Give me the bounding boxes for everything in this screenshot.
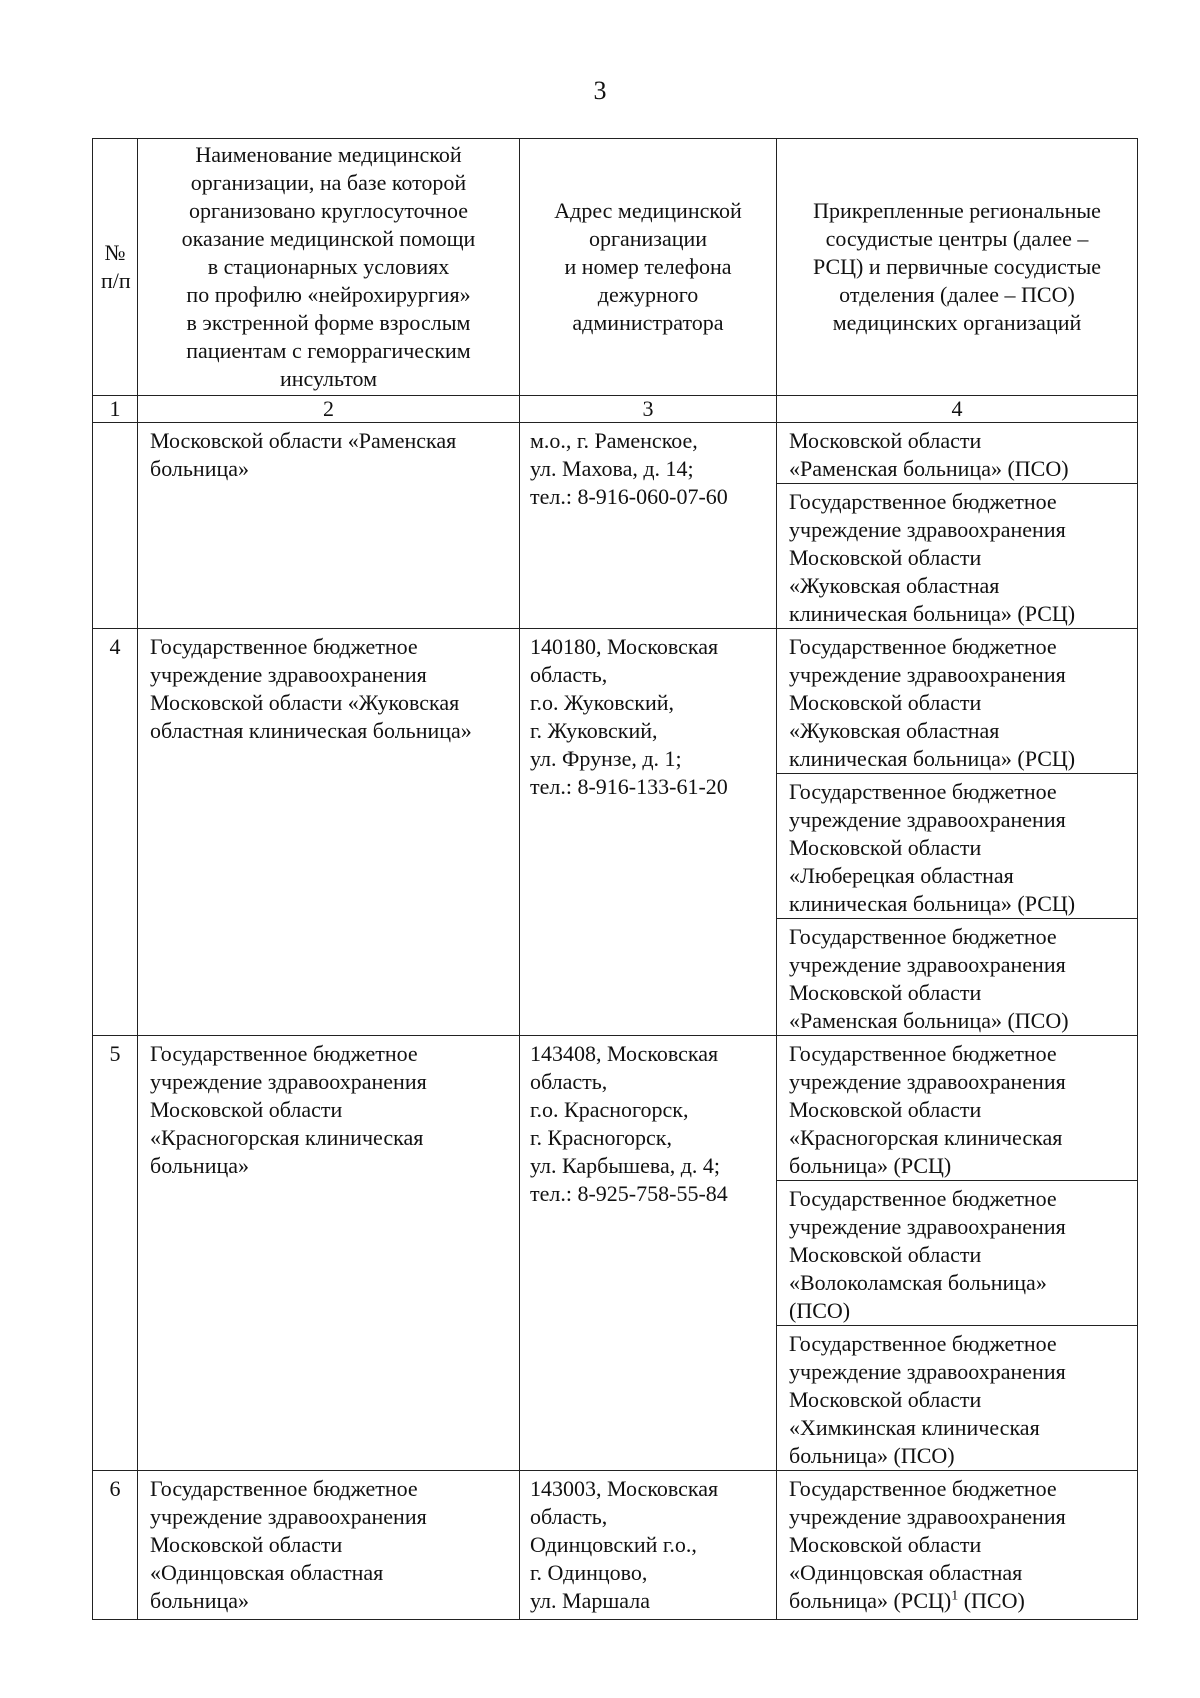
text-line: г. Одинцово, bbox=[530, 1560, 648, 1585]
text-line: Московской области bbox=[789, 1532, 982, 1557]
attached-center bbox=[777, 483, 1137, 628]
text-line: Государственное бюджетное bbox=[789, 1186, 1057, 1211]
text-line: тел.: 8-916-060-07-60 bbox=[530, 484, 728, 509]
text-line: инсультом bbox=[279, 366, 378, 391]
text-line: Московской области bbox=[789, 1242, 982, 1267]
text-line: Государственное бюджетное bbox=[789, 924, 1057, 949]
organization-address bbox=[520, 629, 777, 1036]
text-line: по профилю «нейрохирургия» bbox=[186, 282, 471, 307]
text-line: сосудистые центры (далее – bbox=[825, 226, 1089, 251]
text-line: «Люберецкая областная bbox=[789, 863, 1014, 888]
attached-centers bbox=[777, 1036, 1138, 1471]
text-line: тел.: 8-916-133-61-20 bbox=[530, 774, 728, 799]
text-line: п/п bbox=[101, 268, 131, 293]
row-number bbox=[93, 423, 138, 629]
attached-centers bbox=[777, 423, 1138, 629]
table-row bbox=[93, 1471, 1138, 1620]
text-line: Государственное бюджетное bbox=[789, 634, 1057, 659]
header-address bbox=[520, 139, 777, 396]
text-line: больница» (РСЦ)$^1$ (ПСО) bbox=[789, 1588, 1025, 1613]
text-line: Государственное бюджетное bbox=[789, 489, 1057, 514]
text-line: учреждение здравоохранения bbox=[150, 1069, 427, 1094]
text-line: «Одинцовская областная bbox=[150, 1560, 384, 1585]
text-line: учреждение здравоохранения bbox=[150, 662, 427, 687]
table-row bbox=[93, 423, 1138, 629]
table-row bbox=[93, 629, 1138, 1036]
text-line: РСЦ) и первичные сосудистые bbox=[812, 254, 1102, 279]
text-line: 140180, Московская bbox=[530, 634, 719, 659]
text-line: 143003, Московская bbox=[530, 1476, 719, 1501]
text-line: ул. Махова, д. 14; bbox=[530, 456, 694, 481]
text-line: учреждение здравоохранения bbox=[789, 1359, 1066, 1384]
text-line: Московской области bbox=[789, 1097, 982, 1122]
text-line: организовано круглосуточное bbox=[189, 198, 468, 223]
text-line: ул. Карбышева, д. 4; bbox=[530, 1153, 721, 1178]
text-line: 143408, Московская bbox=[530, 1041, 719, 1066]
organization-name bbox=[138, 1471, 520, 1620]
text-line: больница» bbox=[150, 456, 249, 481]
text-line: пациентам с геморрагическим bbox=[186, 338, 471, 363]
text-line: Московской области bbox=[789, 545, 982, 570]
text-line: учреждение здравоохранения bbox=[789, 1504, 1066, 1529]
text-line: область, bbox=[530, 662, 608, 687]
text-line: учреждение здравоохранения bbox=[789, 517, 1066, 542]
text-line: и номер телефона bbox=[564, 254, 732, 279]
text-line: г.о. Жуковский, bbox=[530, 690, 675, 715]
text-line: «Красногорская клиническая bbox=[789, 1125, 1063, 1150]
text-line: больница» (РСЦ) bbox=[789, 1153, 952, 1178]
text-line: Государственное бюджетное bbox=[789, 1041, 1057, 1066]
text-line: Государственное бюджетное bbox=[789, 1476, 1057, 1501]
text-line: Адрес медицинской bbox=[554, 198, 742, 223]
header-centers bbox=[777, 139, 1138, 396]
footnote-marker: 1 bbox=[951, 1588, 959, 1604]
text-line: Государственное бюджетное bbox=[789, 779, 1057, 804]
organization-name bbox=[138, 423, 520, 629]
column-number: 3 bbox=[520, 396, 777, 423]
text-line: г. Красногорск, bbox=[530, 1125, 672, 1150]
organization-name bbox=[138, 629, 520, 1036]
text-line: больница» bbox=[150, 1588, 249, 1613]
column-number: 2 bbox=[138, 396, 520, 423]
text-line: ул. Фрунзе, д. 1; bbox=[530, 746, 682, 771]
text-line: организации, на базе которой bbox=[190, 170, 467, 195]
text-line: Московской области «Жуковская bbox=[150, 690, 460, 715]
center-type-suffix: (ПСО) bbox=[958, 1588, 1025, 1613]
row-number: 4 bbox=[93, 629, 138, 1036]
text-line: тел.: 8-925-758-55-84 bbox=[530, 1181, 728, 1206]
text-line: в экстренной форме взрослым bbox=[186, 310, 471, 335]
text-line: Государственное бюджетное bbox=[150, 1476, 418, 1501]
page-number: 3 bbox=[593, 76, 607, 105]
text-line: г.о. Красногорск, bbox=[530, 1097, 689, 1122]
text-line: в стационарных условиях bbox=[207, 254, 450, 279]
text-line: ул. Маршала bbox=[530, 1588, 650, 1613]
text-line: оказание медицинской помощи bbox=[181, 226, 476, 251]
text-line: Московской области bbox=[150, 1532, 343, 1557]
text-line: «Химкинская клиническая bbox=[789, 1415, 1040, 1440]
row-number: 5 bbox=[93, 1036, 138, 1471]
hospital-table bbox=[92, 138, 1138, 1620]
attached-centers bbox=[777, 629, 1138, 1036]
text-line: учреждение здравоохранения bbox=[789, 807, 1066, 832]
row-number: 6 bbox=[93, 1471, 138, 1620]
text-line: учреждение здравоохранения bbox=[789, 952, 1066, 977]
attached-center bbox=[777, 629, 1137, 773]
text-line: Одинцовский г.о., bbox=[530, 1532, 697, 1557]
organization-name bbox=[138, 1036, 520, 1471]
organization-address bbox=[520, 1471, 777, 1620]
table-row bbox=[93, 1036, 1138, 1471]
attached-centers bbox=[777, 1471, 1138, 1620]
text-line: область, bbox=[530, 1069, 608, 1094]
text-line: «Жуковская областная bbox=[789, 718, 1000, 743]
text-line: Московской области bbox=[789, 835, 982, 860]
attached-center bbox=[777, 1471, 1137, 1615]
attached-center bbox=[777, 1180, 1137, 1325]
column-number: 1 bbox=[93, 396, 138, 423]
table-header-row bbox=[93, 139, 1138, 396]
text-line: «Волоколамская больница» bbox=[789, 1270, 1047, 1295]
text-line: клиническая больница» (РСЦ) bbox=[789, 891, 1076, 916]
text-line: область, bbox=[530, 1504, 608, 1529]
attached-center bbox=[777, 1036, 1137, 1180]
text-line: клиническая больница» (РСЦ) bbox=[789, 601, 1076, 626]
text-line: Государственное бюджетное bbox=[789, 1331, 1057, 1356]
attached-center bbox=[777, 773, 1137, 918]
text-line: учреждение здравоохранения bbox=[789, 1069, 1066, 1094]
text-line: г. Жуковский, bbox=[530, 718, 658, 743]
text-line: «Красногорская клиническая bbox=[150, 1125, 424, 1150]
text-line: Московской области bbox=[789, 980, 982, 1005]
text-line: учреждение здравоохранения bbox=[789, 662, 1066, 687]
text-line: больница» (ПСО) bbox=[789, 1443, 955, 1468]
text-line: областная клиническая больница» bbox=[150, 718, 472, 743]
text-line: (ПСО) bbox=[789, 1298, 851, 1323]
header-num bbox=[93, 139, 138, 396]
text-line: Наименование медицинской bbox=[195, 142, 462, 167]
text-line: Московской области bbox=[150, 1097, 343, 1122]
text-line: организации bbox=[588, 226, 708, 251]
header-organization bbox=[138, 139, 520, 396]
text-line: больница» bbox=[150, 1153, 249, 1178]
organization-address bbox=[520, 1036, 777, 1471]
text-line: Московской области bbox=[789, 1387, 982, 1412]
text-line: м.о., г. Раменское, bbox=[530, 428, 698, 453]
text-line: учреждение здравоохранения bbox=[150, 1504, 427, 1529]
attached-center bbox=[777, 1325, 1137, 1470]
text-line: отделения (далее – ПСО) bbox=[839, 282, 1075, 307]
text-line: «Раменская больница» (ПСО) bbox=[789, 1008, 1069, 1033]
column-number-row bbox=[93, 396, 1138, 423]
text-line: учреждение здравоохранения bbox=[789, 1214, 1066, 1239]
text-line: «Одинцовская областная bbox=[789, 1560, 1023, 1585]
text-line: «Раменская больница» (ПСО) bbox=[789, 456, 1069, 481]
attached-center bbox=[777, 918, 1137, 1035]
text-line: Государственное бюджетное bbox=[150, 634, 418, 659]
text-line: дежурного bbox=[597, 282, 699, 307]
text-line: Государственное бюджетное bbox=[150, 1041, 418, 1066]
text-line: Московской области bbox=[789, 428, 982, 453]
organization-address bbox=[520, 423, 777, 629]
text-line: медицинских организаций bbox=[832, 310, 1082, 335]
attached-center bbox=[777, 423, 1137, 483]
text-line: № bbox=[104, 240, 126, 265]
text-line: клиническая больница» (РСЦ) bbox=[789, 746, 1076, 771]
text-line: «Жуковская областная bbox=[789, 573, 1000, 598]
column-number: 4 bbox=[777, 396, 1138, 423]
text-line: Московской области «Раменская bbox=[150, 428, 457, 453]
text-line: Московской области bbox=[789, 690, 982, 715]
text-line: Прикрепленные региональные bbox=[813, 198, 1101, 223]
text-line: администратора bbox=[572, 310, 724, 335]
